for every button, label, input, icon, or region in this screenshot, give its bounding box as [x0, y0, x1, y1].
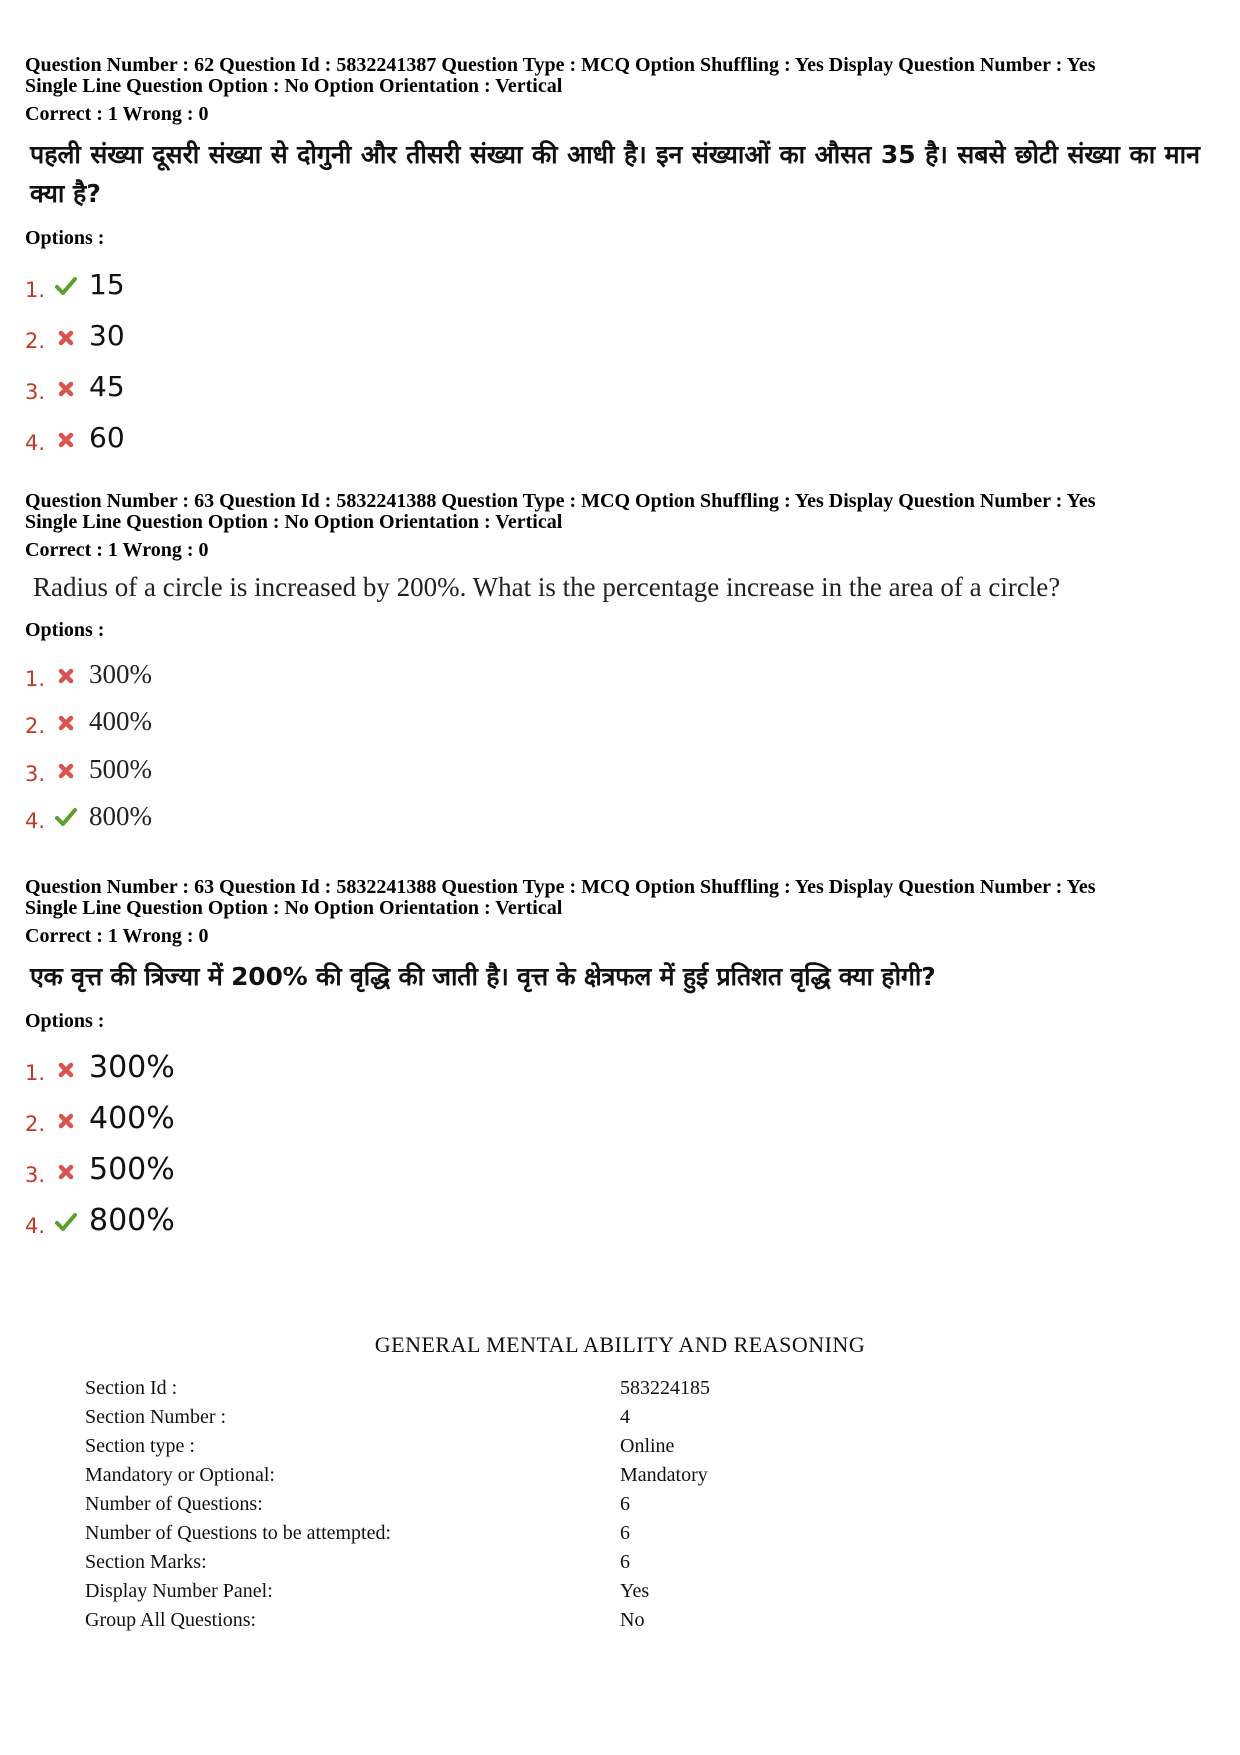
option-text: 500% — [89, 1152, 175, 1187]
cross-icon — [51, 378, 81, 406]
option-number: 1. — [25, 278, 46, 302]
section-info-row — [85, 1519, 710, 1548]
section-info-value: No — [620, 1609, 645, 1631]
option-text: 60 — [89, 421, 125, 454]
option-number: 4. — [25, 809, 46, 833]
option-item — [25, 253, 1215, 304]
option-number: 4. — [25, 1214, 46, 1238]
option-text: 30 — [89, 319, 125, 352]
section-info-row — [85, 1374, 710, 1403]
section-info-label: Number of Questions: — [85, 1493, 263, 1515]
question-block-63-english — [25, 491, 1215, 835]
section-info-label: Section Number : — [85, 1406, 227, 1428]
section-info-value: 6 — [620, 1551, 630, 1573]
cross-icon — [51, 1161, 81, 1189]
section-info-label: Group All Questions: — [85, 1609, 257, 1631]
options-label: Options : — [25, 1010, 105, 1032]
cross-icon — [51, 665, 81, 693]
section-info-label: Mandatory or Optional: — [85, 1464, 275, 1486]
check-icon — [51, 1212, 81, 1240]
option-item — [25, 304, 1215, 355]
cross-icon — [51, 429, 81, 457]
question-meta-line-1: Question Number : 62 Question Id : 5832241387 Question Type : MCQ Option Shuffling : Yes Display Question Number : Yes — [25, 54, 1096, 76]
section-info-value: Yes — [620, 1580, 650, 1602]
cross-icon — [51, 1110, 81, 1138]
section-info-row — [85, 1577, 710, 1606]
section-info-value: 583224185 — [620, 1377, 710, 1399]
option-item — [25, 1036, 1215, 1087]
option-number: 2. — [25, 714, 46, 738]
section-title: GENERAL MENTAL ABILITY AND REASONING — [374, 1332, 866, 1357]
option-text: 800% — [89, 1203, 175, 1238]
question-meta-line-2: Single Line Question Option : No Option Orientation : Vertical — [25, 511, 563, 533]
option-text: 500% — [89, 753, 152, 784]
section-info-label: Section Marks: — [85, 1551, 207, 1573]
question-block-62 — [25, 55, 1215, 457]
question-score: Correct : 1 Wrong : 0 — [25, 539, 209, 561]
option-number: 1. — [25, 1061, 46, 1085]
question-text: एक वृत्त की त्रिज्या में 200% की वृद्धि की जाती है। वृत्त के क्षेत्रफल में हुई प्रतिशत वृद्धि क्या होगी? — [30, 962, 936, 991]
option-text: 400% — [89, 706, 152, 736]
option-text: 300% — [89, 658, 152, 689]
section-info-value: Online — [620, 1435, 675, 1457]
section-info-row — [85, 1490, 710, 1519]
question-meta-line-1: Question Number : 63 Question Id : 5832241388 Question Type : MCQ Option Shuffling : Yes Display Question Number : Yes — [25, 876, 1096, 898]
section-info-value: 6 — [620, 1493, 630, 1515]
section-info-table — [85, 1374, 710, 1635]
section-info-row — [85, 1606, 710, 1635]
section-info-row — [85, 1461, 710, 1490]
option-item — [25, 355, 1215, 406]
option-number: 2. — [25, 329, 46, 353]
option-list — [25, 1036, 1215, 1240]
option-item — [25, 645, 1215, 693]
check-icon — [51, 276, 81, 304]
options-label: Options : — [25, 619, 105, 641]
option-text: 15 — [89, 268, 125, 301]
cross-icon — [51, 327, 81, 355]
option-number: 3. — [25, 761, 46, 786]
option-text: 45 — [89, 370, 125, 403]
section-info-value: Mandatory — [620, 1464, 708, 1486]
question-text: Radius of a circle is increased by 200%. What is the percentage increase in the area of a circle? — [33, 572, 1061, 602]
option-item — [25, 693, 1215, 741]
option-item — [25, 1189, 1215, 1240]
option-text: 400% — [89, 1101, 175, 1136]
question-score: Correct : 1 Wrong : 0 — [25, 925, 209, 947]
section-info-label: Number of Questions to be attempted: — [85, 1522, 392, 1544]
option-item — [25, 1087, 1215, 1138]
question-text: पहली संख्या दूसरी संख्या से दोगुनी और तीसरी संख्या की आधी है। इन संख्याओं का औसत 35 है। सबसे छोटी संख्या का मान क्या है? — [30, 140, 1200, 208]
options-label: Options : — [25, 227, 105, 249]
option-text: 800% — [89, 801, 152, 831]
option-number: 2. — [25, 1112, 46, 1136]
section-info-row — [85, 1432, 710, 1461]
cross-icon — [51, 712, 81, 740]
option-number: 4. — [25, 431, 46, 455]
cross-icon — [51, 1059, 81, 1087]
option-item — [25, 740, 1215, 788]
section-info-row — [85, 1403, 710, 1432]
option-number: 3. — [25, 380, 46, 404]
section-info-label: Section Id : — [85, 1377, 178, 1399]
question-score: Correct : 1 Wrong : 0 — [25, 103, 209, 125]
option-item — [25, 788, 1215, 836]
section-info-label: Section type : — [85, 1435, 195, 1457]
section-info-row — [85, 1548, 710, 1577]
section-info-value: 4 — [620, 1406, 630, 1428]
section-info-value: 6 — [620, 1522, 630, 1544]
question-meta-line-2: Single Line Question Option : No Option Orientation : Vertical — [25, 75, 563, 97]
question-meta-line-1: Question Number : 63 Question Id : 5832241388 Question Type : MCQ Option Shuffling : Yes Display Question Number : Yes — [25, 490, 1096, 512]
question-block-63-hindi — [25, 877, 1215, 1240]
option-list — [25, 645, 1215, 835]
option-text: 300% — [89, 1050, 175, 1085]
option-list — [25, 253, 1215, 457]
question-meta-line-2: Single Line Question Option : No Option Orientation : Vertical — [25, 897, 563, 919]
check-icon — [51, 807, 81, 835]
option-number: 1. — [25, 666, 46, 691]
option-item — [25, 406, 1215, 457]
cross-icon — [51, 760, 81, 788]
option-item — [25, 1138, 1215, 1189]
option-number: 3. — [25, 1163, 46, 1187]
section-info-label: Display Number Panel: — [85, 1580, 273, 1602]
